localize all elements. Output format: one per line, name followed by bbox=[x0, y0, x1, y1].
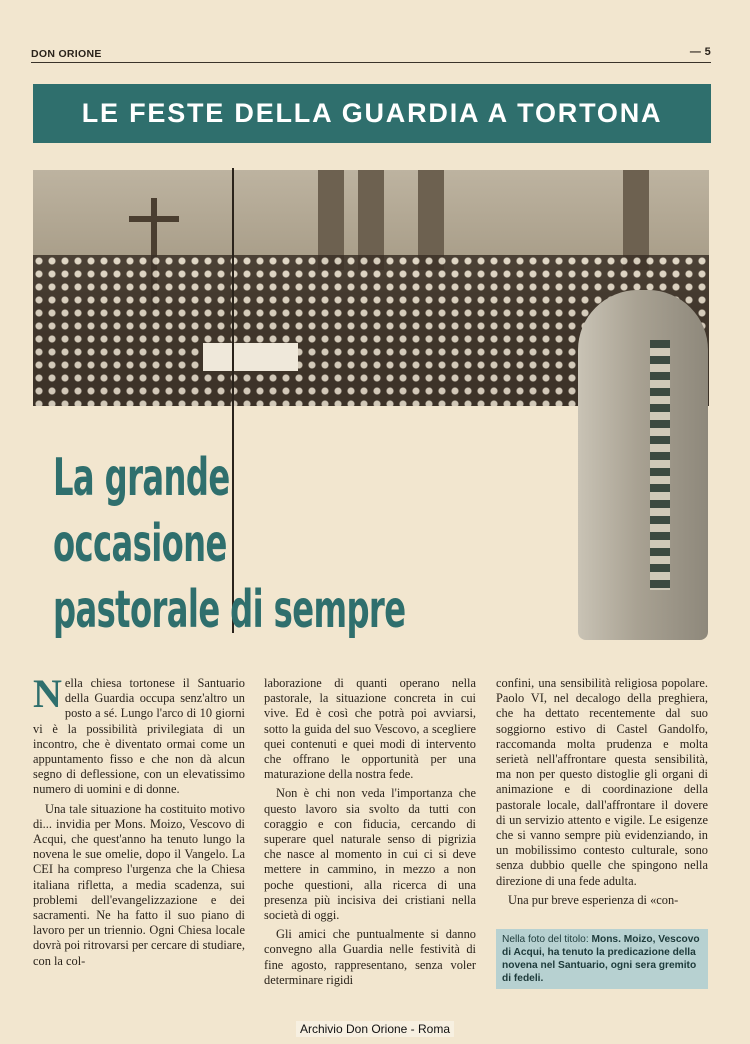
bishop-figure bbox=[578, 290, 708, 640]
paragraph: Una tale situazione ha costituito motivo di... invidia per Mons. Moizo, Vescovo di Acqui, che quest'anno ha tenuto lungo la novena le sue omelie, dopo il Vangelo. La CEI ha compreso l'urgenza che la Chiesa italiana rifletta, a media scadenza, sui problemi dell'evangelizzazione e dei sacramenti. Ne ha fatto il suo piano di lavoro per un triennio. Ogni Chiesa locale dovrà poi ritrovarsi per cercare di studiare, con la col- bbox=[33, 801, 245, 968]
paragraph: laborazione di quanti operano nella pastorale, la situazione concreta in cui vive. Ed è così che potrà poi avviarsi, sotto la guida del suo Vescovo, a scegliere quei contenuti e quei modi di intervento che offrano le opportunità per una maturazione della nostra fede. bbox=[264, 676, 476, 782]
caption-text: Mons. Moizo, Vescovo di Acqui, ha tenuto la predicazione della novena nel Santuario, ogni sera gremito di fedeli. bbox=[502, 934, 700, 984]
article-column-2 bbox=[264, 676, 476, 992]
article-column-1 bbox=[33, 671, 245, 973]
headline-line-1: La grande bbox=[53, 448, 230, 508]
paragraph: Una pur breve esperienza di «con- bbox=[508, 892, 679, 907]
paragraph bbox=[33, 671, 245, 798]
caption-lead: Nella foto del titolo: bbox=[502, 934, 589, 945]
archive-label: Archivio Don Orione - Roma bbox=[296, 1021, 454, 1037]
crucifix-arm bbox=[129, 216, 179, 222]
paragraph: Gli amici che puntualmente si danno convegno alla Guardia nelle festività di fine agosto, rappresentano, senza voler determinare rigidi bbox=[264, 927, 476, 987]
paragraph-text: ella chiesa tortonese il Santuario della Guardia occupa senz'altro un posto a sé. Lungo l'arco di 10 giorni vi è la possibilità privilegiata di un incontro, che è diventato ormai come un appuntamento fisso e che non dà alcun segno di deflessione, con un elevatissimo numero di uomini e di donne. bbox=[33, 676, 245, 797]
paragraph: confini, una sensibilità religiosa popolare. Paolo VI, nel decalogo della preghiera, che ha dettato recentemente dal suo soggiorno estivo di Castel Gandolfo, raccomanda molta prudenza e molta serietà nell'affrontare questa sensibilità, ma non per questo distoglie gli organi di animazione e di coordinazione della pastorale locale, dall'affrontare il dovere di un servizio attento e vigile. Le esigenze che si vanno sempre più evidenziando, in un mobilissimo contesto culturale, sono senza dubbio quelle che spingono nella direzione di una fede adulta. bbox=[496, 676, 708, 888]
photo-altar bbox=[203, 343, 298, 371]
bishop-stole bbox=[650, 340, 670, 590]
page-number: — 5 bbox=[689, 46, 711, 58]
banner-title: LE FESTE DELLA GUARDIA A TORTONA bbox=[81, 98, 663, 128]
article-column-3 bbox=[496, 676, 708, 912]
headline-line-3: pastorale di sempre bbox=[53, 580, 406, 640]
article-headline bbox=[53, 445, 405, 643]
drop-cap: N bbox=[33, 671, 62, 716]
photo-caption bbox=[496, 929, 708, 989]
headline-line-2: occasione bbox=[53, 514, 227, 574]
archive-footer bbox=[0, 1022, 750, 1036]
magazine-name: DON ORIONE bbox=[31, 48, 102, 60]
paragraph: Non è chi non veda l'importanza che questo lavoro sia svolto da tutti con coraggio e con fiducia, cercando di superare quel naturale senso di pigrizia che nasce al momento in cui ci si deve mettere in cammino, in mezzo a non poche questioni, alla ricerca di una presenza più incisiva dei cristiani nella società di oggi. bbox=[264, 786, 476, 923]
running-head bbox=[31, 46, 711, 63]
section-banner bbox=[33, 84, 711, 143]
